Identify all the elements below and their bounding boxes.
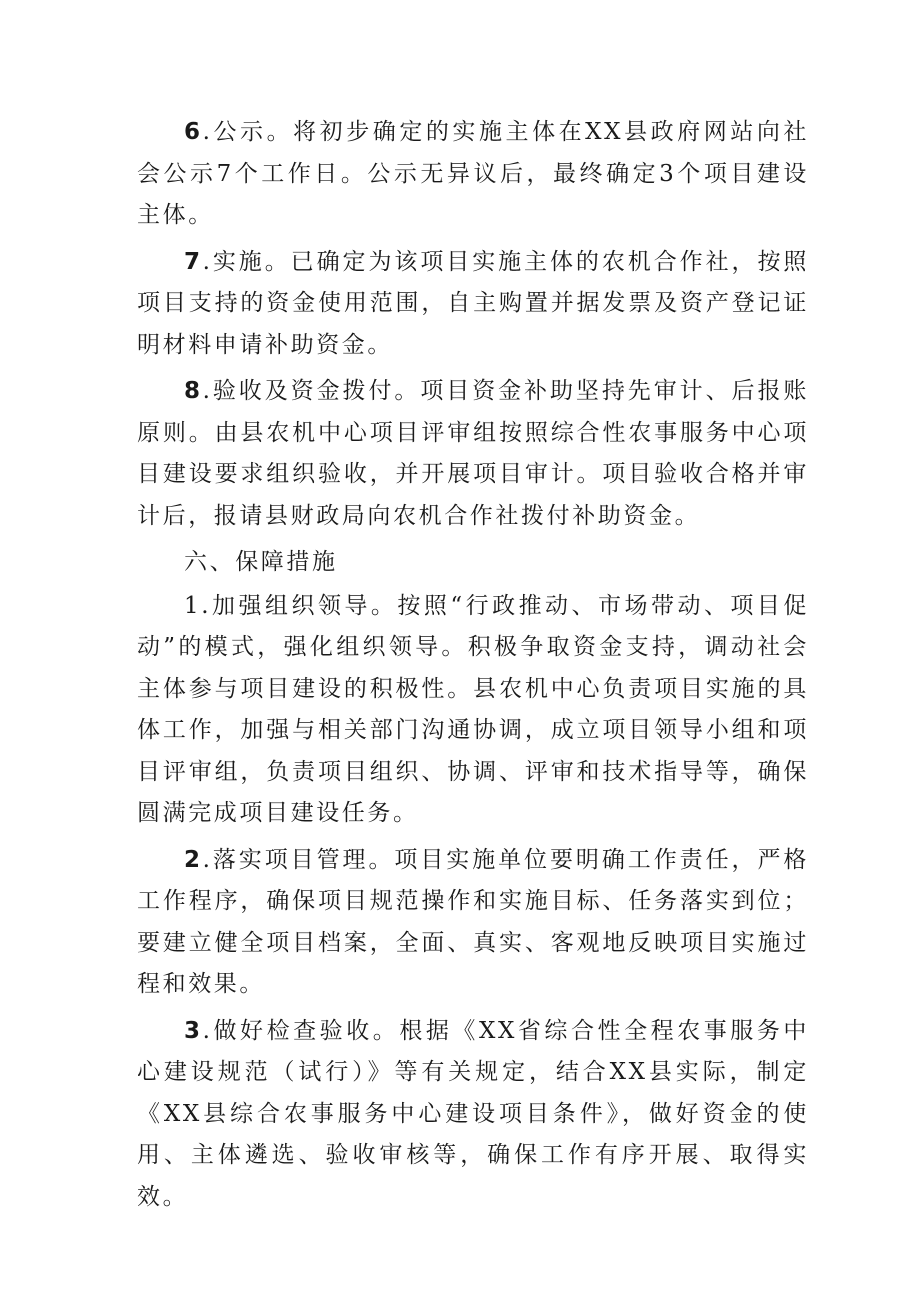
measure-number: 2 [184, 846, 203, 873]
paragraph-item-8 [137, 371, 809, 537]
paragraph-item-6 [137, 112, 809, 237]
measure-text: .做好检查验收。根据《XX省综合性全程农事服务中心建设规范（试行）》等有关规定，结合XX县实际，制定《XX县综合农事服务中心建设项目条件》，做好资金的使用、主体遴选、验收审核等，确保工作有序开展、取得实效。 [137, 1017, 809, 1210]
measure-item-2 [137, 840, 809, 1006]
paragraph-text: .公示。将初步确定的实施主体在XX县政府网站向社会公示7个工作日。公示无异议后，最终确定3个项目建设主体。 [137, 119, 809, 228]
measure-item-1 [137, 586, 809, 835]
paragraph-item-7 [137, 242, 809, 367]
paragraph-number: 6 [184, 119, 203, 145]
measure-text: .落实项目管理。项目实施单位要明确工作责任，严格工作程序，确保项目规范操作和实施目标、任务落实到位；要建立健全项目档案，全面、真实、客观地反映项目实施过程和效果。 [137, 846, 809, 997]
paragraph-number: 8 [184, 378, 203, 404]
document-body [137, 112, 809, 1218]
section-heading: 六、保障措施 [184, 549, 338, 575]
measure-number: 1 [184, 592, 202, 619]
paragraph-text: .验收及资金拨付。项目资金补助坚持先审计、后报账原则。由县农机中心项目评审组按照综合性农事服务中心项目建设要求组织验收，并开展项目审计。项目验收合格并审计后，报请县财政局向农机合作社拨付补助资金。 [137, 378, 809, 529]
measure-item-3 [137, 1011, 809, 1219]
measure-text: .加强组织领导。按照“行政推动、市场带动、项目促动”的模式，强化组织领导。积极争取资金支持，调动社会主体参与项目建设的积极性。县农机中心负责项目实施的具体工作，加强与相关部门沟通协调，成立项目领导小组和项目评审组，负责项目组织、协调、评审和技术指导等，确保圆满完成项目建设任务。 [137, 592, 809, 826]
paragraph-number: 7 [184, 248, 203, 275]
paragraph-text: .实施。已确定为该项目实施主体的农机合作社，按照项目支持的资金使用范围，自主购置并据发票及资产登记证明材料申请补助资金。 [137, 248, 809, 358]
measure-number: 3 [184, 1017, 203, 1044]
